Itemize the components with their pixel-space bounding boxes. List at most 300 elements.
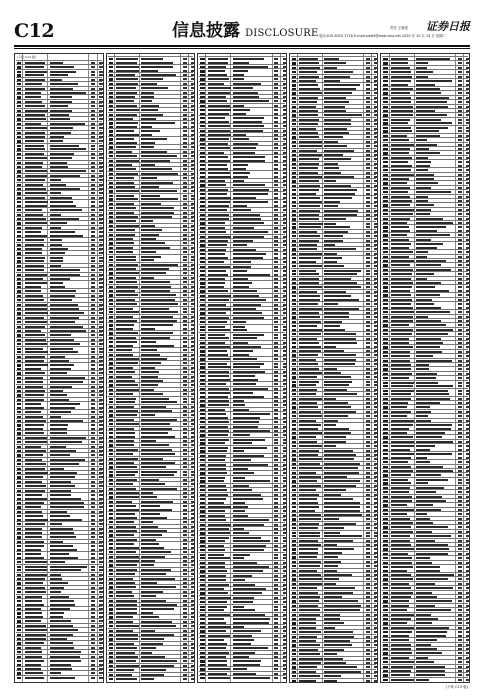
table-row [291, 284, 377, 285]
section-title-cn: 信息披露 [172, 21, 240, 41]
table-row [108, 426, 194, 427]
table-row [291, 301, 377, 302]
table-row [108, 404, 194, 405]
table-row [16, 358, 102, 359]
table-row [108, 94, 194, 95]
table-row [108, 396, 194, 397]
table-row [382, 451, 468, 452]
row-code-mark [25, 145, 44, 147]
table-row [16, 220, 102, 221]
table-row [291, 82, 377, 83]
row-index-mark [17, 566, 21, 568]
table-column [14, 53, 104, 683]
table-row [199, 624, 285, 625]
row-name-mark [50, 403, 81, 405]
row-value-mark [374, 680, 378, 682]
table-row [108, 236, 194, 237]
row-value-mark [183, 130, 187, 132]
row-value-mark [366, 532, 370, 534]
row-value-mark [283, 201, 287, 203]
table-row [382, 620, 468, 621]
table-row [382, 340, 468, 341]
table-row [291, 263, 377, 264]
table-row [291, 546, 377, 547]
table-row [16, 280, 102, 281]
table-row [291, 161, 377, 162]
table-row [199, 671, 285, 672]
row-index-mark [292, 532, 296, 534]
table-row [108, 210, 194, 211]
row-code-mark [299, 223, 322, 225]
table-row [108, 628, 194, 629]
table-row [291, 152, 377, 153]
row-index-mark [200, 164, 204, 166]
table-row [108, 360, 194, 361]
row-code-mark [25, 566, 47, 568]
row-value-mark [274, 677, 278, 679]
row-name-mark [233, 439, 266, 441]
row-value-mark [366, 325, 370, 327]
table-row [382, 439, 468, 440]
row-name-mark [324, 223, 336, 225]
table-row [108, 245, 194, 246]
newspaper-logo: 证券日报 [426, 20, 470, 33]
row-value-mark [374, 257, 378, 259]
table-row [291, 387, 377, 388]
row-value-mark [374, 295, 378, 297]
table-row [382, 211, 468, 212]
table-row [199, 386, 285, 387]
row-name-mark [50, 348, 73, 350]
table-row [16, 379, 102, 380]
table-row [108, 335, 194, 336]
row-code-mark [25, 231, 41, 233]
row-code-mark [208, 677, 230, 679]
table-row [16, 397, 102, 398]
table-row [108, 116, 194, 117]
table-row [382, 418, 468, 419]
table-row [108, 614, 194, 615]
row-code-mark [208, 156, 228, 158]
table-row [291, 310, 377, 311]
row-code-mark [116, 324, 134, 326]
row-index-mark [200, 498, 204, 500]
table-row [16, 474, 102, 475]
table-row [382, 404, 468, 405]
row-value-mark [191, 543, 195, 545]
table-row [291, 319, 377, 320]
table-row [108, 672, 194, 673]
row-value-mark [99, 600, 103, 602]
row-value-mark [283, 618, 287, 620]
continuation-note: (下转 C13 版) [445, 685, 468, 689]
table-row [16, 513, 102, 514]
row-code-mark [299, 506, 319, 508]
table-row [199, 654, 285, 655]
table-row [291, 242, 377, 243]
row-code-mark [299, 325, 316, 327]
table-row [16, 606, 102, 607]
table-row [382, 267, 468, 268]
row-value-mark [191, 122, 195, 124]
row-index-mark [200, 363, 204, 365]
row-value-mark [183, 195, 187, 197]
table-column [380, 53, 470, 683]
table-row [382, 189, 468, 190]
row-value-mark [466, 445, 470, 447]
table-row [382, 155, 468, 156]
row-name-mark [233, 498, 263, 500]
table-row [291, 112, 377, 113]
row-index-mark [383, 479, 387, 481]
row-index-mark [383, 161, 387, 163]
table-row [291, 195, 377, 196]
row-code-mark [391, 479, 408, 481]
table-row [199, 535, 285, 536]
table-row [199, 604, 285, 605]
table-row [108, 382, 194, 383]
row-index-mark [292, 680, 296, 682]
table-row [108, 460, 194, 461]
row-value-mark [466, 424, 470, 426]
table-row [16, 112, 102, 113]
row-value-mark [99, 201, 103, 203]
table-row [108, 606, 194, 607]
table-row [291, 439, 377, 440]
row-index-mark [292, 257, 296, 259]
row-index-mark [109, 256, 113, 258]
row-index-mark [292, 381, 296, 383]
row-value-mark [458, 566, 462, 568]
row-value-mark [374, 498, 378, 500]
table-row [291, 612, 377, 613]
row-index-mark [200, 326, 204, 328]
row-code-mark [25, 660, 44, 662]
table-row [382, 142, 468, 143]
row-code-mark [208, 554, 224, 556]
table-row [291, 456, 377, 457]
table-row [291, 139, 377, 140]
table-row [199, 628, 285, 629]
table-row [16, 125, 102, 126]
table-row [16, 306, 102, 307]
table-row [291, 126, 377, 127]
row-code-mark [25, 257, 46, 259]
table-row [382, 524, 468, 525]
row-name-mark [233, 606, 244, 608]
row-name-mark [416, 424, 452, 426]
table-row [16, 242, 102, 243]
row-value-mark [274, 363, 278, 365]
row-name-mark [50, 201, 73, 203]
row-value-mark [91, 71, 95, 73]
row-index-mark [200, 660, 204, 662]
table-row [199, 462, 285, 463]
row-name-mark [324, 325, 339, 327]
row-name-mark [141, 130, 160, 132]
row-value-mark [374, 342, 378, 344]
row-value-mark [91, 494, 95, 496]
row-code-mark [391, 80, 411, 82]
row-value-mark [374, 189, 378, 191]
row-value-mark [191, 678, 195, 680]
row-name-mark [233, 363, 265, 365]
row-code-mark [208, 363, 227, 365]
table-row [16, 551, 102, 552]
table-row [291, 289, 377, 290]
table-row [382, 172, 468, 173]
table-row [108, 387, 194, 388]
row-index-mark [109, 341, 113, 343]
row-code-mark [208, 282, 225, 284]
row-value-mark [283, 156, 287, 158]
row-index-mark [292, 498, 296, 500]
row-index-mark [17, 677, 21, 679]
table-row [199, 411, 285, 412]
row-code-mark [25, 201, 48, 203]
row-value-mark [274, 618, 278, 620]
table-row [108, 511, 194, 512]
row-code-mark [208, 477, 226, 479]
table-row [291, 221, 377, 222]
row-value-mark [366, 342, 370, 344]
table-row [16, 448, 102, 449]
table-row [108, 430, 194, 431]
table-row [199, 310, 285, 311]
table-row [16, 103, 102, 104]
table-row [16, 610, 102, 611]
table-row [199, 616, 285, 617]
row-name-mark [233, 639, 254, 641]
table-row [108, 275, 194, 276]
table-row [382, 99, 468, 100]
row-value-mark [283, 363, 287, 365]
row-index-mark [109, 471, 113, 473]
table-row [291, 483, 377, 484]
row-value-mark [458, 303, 462, 305]
row-value-mark [99, 282, 103, 284]
table-row [291, 559, 377, 560]
row-value-mark [191, 341, 195, 343]
row-value-mark [466, 390, 470, 392]
table-row [382, 180, 468, 181]
table-row [16, 207, 102, 208]
table-row [382, 672, 468, 673]
table-row [291, 487, 377, 488]
row-name-mark [324, 197, 351, 199]
row-value-mark [274, 70, 278, 72]
row-code-mark [116, 505, 135, 507]
table-row [291, 647, 377, 648]
table-row [16, 401, 102, 402]
table-row [382, 489, 468, 490]
table-row [199, 419, 285, 420]
row-index-mark [292, 342, 296, 344]
row-index-mark [383, 226, 387, 228]
table-row [108, 503, 194, 504]
table-row [108, 218, 194, 219]
row-name-mark [324, 548, 354, 550]
row-value-mark [91, 515, 95, 517]
row-name-mark [50, 677, 76, 679]
row-code-mark [116, 308, 133, 310]
row-code-mark [391, 286, 412, 288]
table-row [382, 551, 468, 552]
row-index-mark [292, 325, 296, 327]
row-value-mark [183, 138, 187, 140]
table-row [382, 400, 468, 401]
row-value-mark [99, 612, 103, 614]
table-row [291, 554, 377, 555]
header-rule-thin [14, 48, 470, 49]
table-row [108, 175, 194, 176]
table-row [108, 162, 194, 163]
table-row [16, 670, 102, 671]
row-name-mark [233, 172, 250, 174]
table-row [291, 478, 377, 479]
row-value-mark [283, 164, 287, 166]
table-row [199, 136, 285, 137]
table-row [291, 568, 377, 569]
row-name-mark [324, 680, 336, 682]
table-row [199, 517, 285, 518]
row-index-mark [200, 70, 204, 72]
row-code-mark [116, 138, 134, 140]
table-row [382, 572, 468, 573]
table-column [289, 53, 379, 683]
table-row [199, 675, 285, 676]
row-code-mark [25, 677, 44, 679]
row-code-mark [208, 660, 228, 662]
table-row [382, 56, 468, 57]
row-value-mark [458, 631, 462, 633]
column-divider [88, 54, 89, 682]
table-row [382, 108, 468, 109]
table-row [16, 509, 102, 510]
table-row [382, 241, 468, 242]
table-row [382, 555, 468, 556]
table-row [16, 466, 102, 467]
table-row [199, 191, 285, 192]
table-row [382, 629, 468, 630]
table-row [199, 637, 285, 638]
table-row [291, 78, 377, 79]
row-name-mark [324, 506, 360, 508]
table-row [382, 237, 468, 238]
table-row [16, 589, 102, 590]
table-row [291, 90, 377, 91]
table-row [199, 90, 285, 91]
table-row [16, 151, 102, 152]
table-row [291, 117, 377, 118]
table-row [291, 409, 377, 410]
row-value-mark [374, 84, 378, 86]
table-row [16, 457, 102, 458]
table-row [291, 276, 377, 277]
row-name-mark [233, 477, 245, 479]
row-index-mark [200, 606, 204, 608]
row-index-mark [292, 223, 296, 225]
row-code-mark [299, 381, 319, 383]
table-row [382, 258, 468, 259]
row-name-mark [233, 326, 245, 328]
table-row [382, 375, 468, 376]
table-row [291, 170, 377, 171]
table-row [382, 117, 468, 118]
row-index-mark [383, 453, 387, 455]
row-code-mark [208, 253, 225, 255]
column-divider [414, 54, 415, 682]
row-index-mark [17, 660, 21, 662]
row-name-mark [141, 471, 177, 473]
table-row [291, 443, 377, 444]
table-row [291, 607, 377, 608]
row-value-mark [183, 608, 187, 610]
table-row [108, 318, 194, 319]
row-index-mark [200, 193, 204, 195]
table-row [108, 205, 194, 206]
table-row [291, 620, 377, 621]
table-row [291, 616, 377, 617]
row-code-mark [299, 189, 319, 191]
table-row [108, 554, 194, 555]
table-row [16, 572, 102, 573]
table-row [16, 632, 102, 633]
table-row [382, 301, 468, 302]
row-index-mark [17, 231, 21, 233]
row-value-mark [366, 270, 370, 272]
row-value-mark [274, 164, 278, 166]
row-code-mark [25, 364, 48, 366]
row-index-mark [109, 543, 113, 545]
table-row [382, 224, 468, 225]
row-index-mark [292, 84, 296, 86]
row-value-mark [191, 608, 195, 610]
table-row [108, 284, 194, 285]
table-row [382, 538, 468, 539]
table-row [16, 649, 102, 650]
row-value-mark [183, 122, 187, 124]
row-value-mark [274, 447, 278, 449]
table-row [291, 212, 377, 213]
row-code-mark [208, 618, 224, 620]
row-code-mark [116, 678, 137, 680]
table-row [16, 409, 102, 410]
table-row [108, 306, 194, 307]
row-value-mark [374, 548, 378, 550]
table-row [382, 542, 468, 543]
table-row [16, 81, 102, 82]
table-row [291, 542, 377, 543]
row-index-mark [383, 631, 387, 633]
table-row [16, 60, 102, 61]
table-row [108, 658, 194, 659]
table-row [291, 400, 377, 401]
row-index-mark [383, 566, 387, 568]
row-name-mark [233, 164, 248, 166]
table-row [291, 174, 377, 175]
row-index-mark [200, 413, 204, 415]
table-row [199, 475, 285, 476]
row-index-mark [383, 243, 387, 245]
row-value-mark [283, 554, 287, 556]
table-row [382, 430, 468, 431]
table-row [108, 180, 194, 181]
table-row [16, 384, 102, 385]
table-row [108, 128, 194, 129]
table-row [16, 479, 102, 480]
table-row [16, 250, 102, 251]
